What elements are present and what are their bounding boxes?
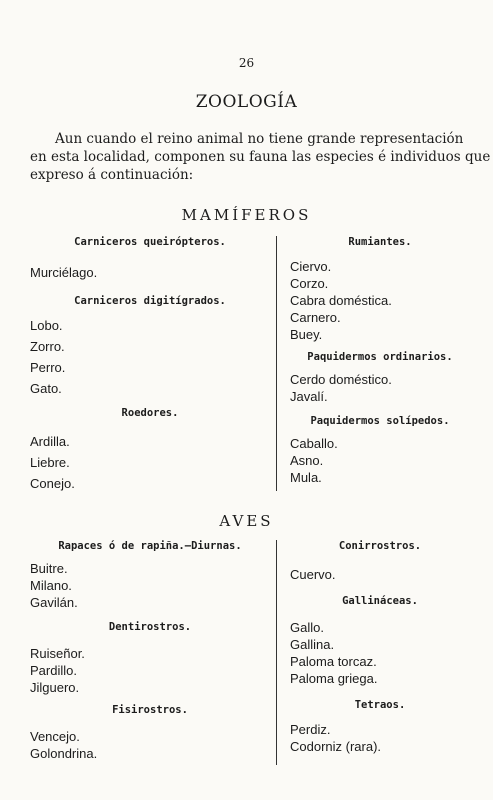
group-title: Dentirostros. <box>108 621 192 633</box>
column-divider <box>276 236 277 491</box>
intro-line: expreso á continuación: <box>30 167 194 183</box>
list-item: Javalí. <box>290 389 328 404</box>
column-divider <box>276 540 277 765</box>
list-item: Paloma griega. <box>290 671 378 686</box>
list-item: Jilguero. <box>30 680 80 695</box>
mamiferos-left-column <box>30 236 270 492</box>
list-item: Buitre. <box>30 561 68 576</box>
list-item: Cerdo doméstico. <box>290 372 392 387</box>
group-title: Tetraos. <box>354 699 406 711</box>
group-title: Rumiantes. <box>348 236 412 248</box>
group-title: Rapaces ó de rapiña.—Diurnas. <box>58 540 242 552</box>
list-item: Perdiz. <box>290 722 331 737</box>
page-number: 26 <box>238 56 255 70</box>
aves-right-column <box>290 540 470 755</box>
list-item: Golondrina. <box>30 746 98 761</box>
list-item: Milano. <box>30 578 72 593</box>
list-item: Mula. <box>290 470 322 485</box>
list-item: Ruiseñor. <box>30 646 85 661</box>
list-item: Conejo. <box>30 476 75 491</box>
list-item: Cabra doméstica. <box>290 293 392 308</box>
list-item: Zorro. <box>30 339 65 354</box>
list-item: Gato. <box>30 381 62 396</box>
list-item: Buey. <box>290 327 323 342</box>
page-title: ZOOLOGÍA <box>195 92 298 112</box>
list-item: Pardillo. <box>30 663 77 678</box>
list-item: Asno. <box>290 453 324 468</box>
list-item: Gallo. <box>290 620 324 635</box>
group-title: Paquidermos ordinarios. <box>307 351 453 363</box>
list-item: Gavilán. <box>30 595 78 610</box>
list-item: Carnero. <box>290 310 341 325</box>
group-title: Roedores. <box>121 407 179 419</box>
list-item: Liebre. <box>30 455 70 470</box>
section-heading-mamiferos: MAMÍFEROS <box>181 206 312 224</box>
list-item: Ardilla. <box>30 434 70 449</box>
intro-line: en esta localidad, componen su fauna las especies é individuos que <box>30 149 491 165</box>
list-item: Corzo. <box>290 276 329 291</box>
group-title: Carniceros queirópteros. <box>74 236 226 248</box>
list-item: Paloma torcaz. <box>290 654 377 669</box>
list-item: Lobo. <box>30 318 63 333</box>
list-item: Codorniz (rara). <box>290 739 382 754</box>
list-item: Murciélago. <box>30 265 98 280</box>
intro-line: Aun cuando el reino animal no tiene grande representación <box>55 131 464 147</box>
group-title: Conirrostros. <box>338 540 422 552</box>
group-title: Paquidermos solípedos. <box>310 415 450 427</box>
list-item: Cuervo. <box>290 567 336 582</box>
list-item: Gallina. <box>290 637 335 652</box>
mamiferos-right-column <box>290 236 470 486</box>
list-item: Caballo. <box>290 436 338 451</box>
section-heading-aves: AVES <box>219 512 274 530</box>
group-title: Carniceros digitígrados. <box>74 295 226 307</box>
intro-paragraph <box>30 130 491 184</box>
aves-left-column <box>30 540 270 762</box>
group-title: Gallináceas. <box>342 595 418 607</box>
list-item: Vencejo. <box>30 729 80 744</box>
list-item: Ciervo. <box>290 259 332 274</box>
group-title: Fisirostros. <box>112 704 188 716</box>
list-item: Perro. <box>30 360 66 375</box>
